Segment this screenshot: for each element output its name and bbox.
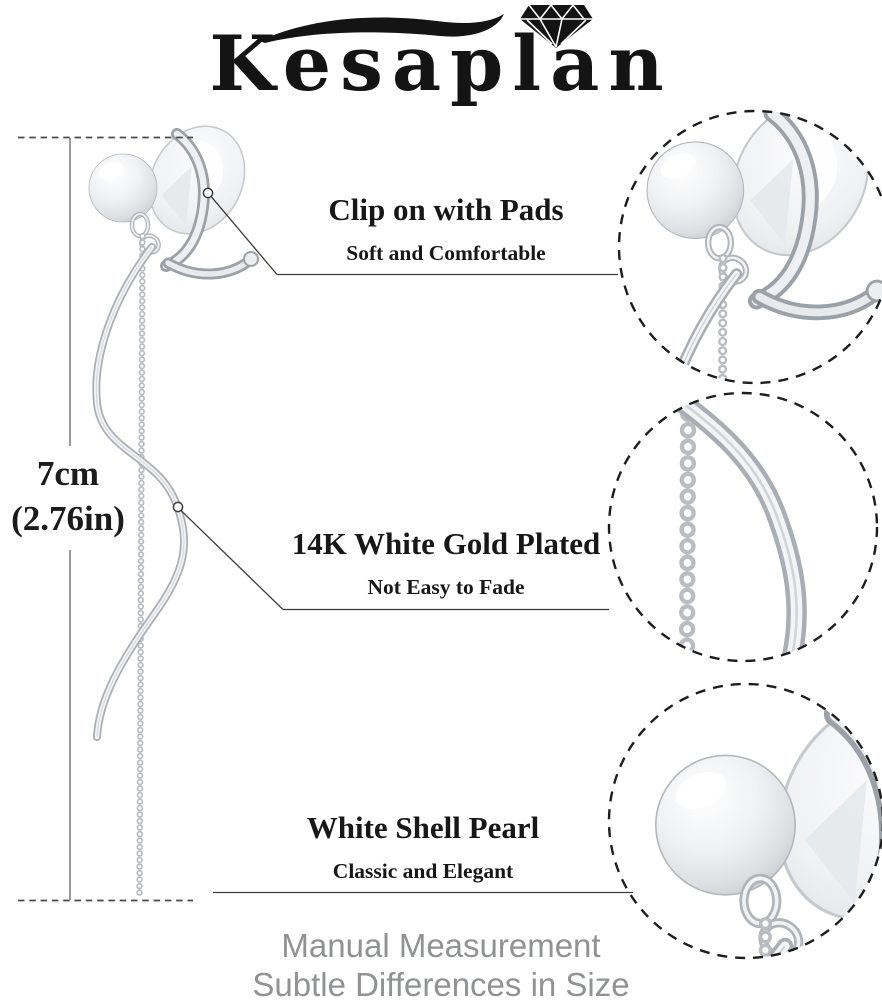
callout-clip-on bbox=[270, 192, 622, 266]
callout-title: White Shell Pearl bbox=[306, 810, 540, 845]
callout-shell-pearl bbox=[206, 810, 640, 884]
footer-note bbox=[0, 926, 882, 1000]
callout-subtitle: Soft and Comfortable bbox=[346, 241, 546, 265]
callout-subtitle: Not Easy to Fade bbox=[367, 575, 525, 599]
callout-gold-plated bbox=[276, 526, 616, 600]
measurement-label bbox=[0, 451, 136, 541]
footer-line-1: Manual Measurement bbox=[281, 927, 601, 964]
measurement-cm: 7cm bbox=[36, 454, 100, 493]
callout-subtitle: Classic and Elegant bbox=[332, 859, 514, 883]
brand-logo-text: Kesaplan bbox=[209, 19, 673, 108]
callout-title: 14K White Gold Plated bbox=[291, 526, 601, 561]
callout-title: Clip on with Pads bbox=[328, 192, 564, 227]
measurement-inches: (2.76in) bbox=[11, 499, 125, 538]
footer-line-2: Subtle Differences in Size bbox=[252, 966, 630, 1000]
